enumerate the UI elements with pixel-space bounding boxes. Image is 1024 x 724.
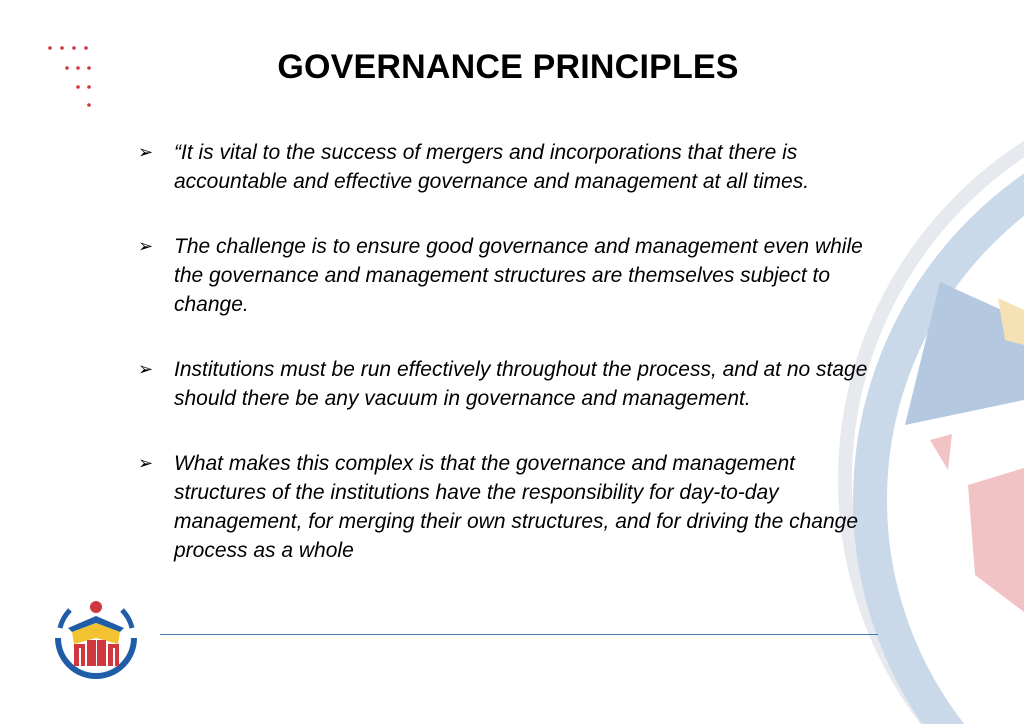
wedge-pink-small <box>930 434 952 470</box>
bullet-text: “It is vital to the success of mergers and incorporations that there is accountable and effective governance and management at all times. <box>174 141 810 193</box>
list-item <box>138 232 883 319</box>
bullet-text: What makes this complex is that the governance and management structures of the institutions have the responsibility for day-to-day management, for merging their own structures, and for driving the change process as a whole <box>174 452 859 562</box>
page-title: GOVERNANCE PRINCIPLES <box>277 48 739 86</box>
list-item <box>138 449 883 565</box>
footer-divider <box>160 634 878 635</box>
arrow-bullet-icon: ➢ <box>138 453 154 474</box>
bullet-text: Institutions must be run effectively throughout the process, and at no stage should there be any vacuum in governance and management. <box>174 358 868 410</box>
wedge-pink <box>968 468 1024 612</box>
arrow-bullet-icon: ➢ <box>138 236 154 257</box>
list-item <box>138 355 883 413</box>
bullet-list <box>138 138 883 601</box>
bullet-text: The challenge is to ensure good governance and management even while the governance and management structures are themselves subject to change. <box>174 235 863 316</box>
arrow-bullet-icon: ➢ <box>138 142 154 163</box>
institution-logo-icon <box>50 598 142 682</box>
list-item <box>138 138 883 196</box>
arrow-bullet-icon: ➢ <box>138 359 154 380</box>
